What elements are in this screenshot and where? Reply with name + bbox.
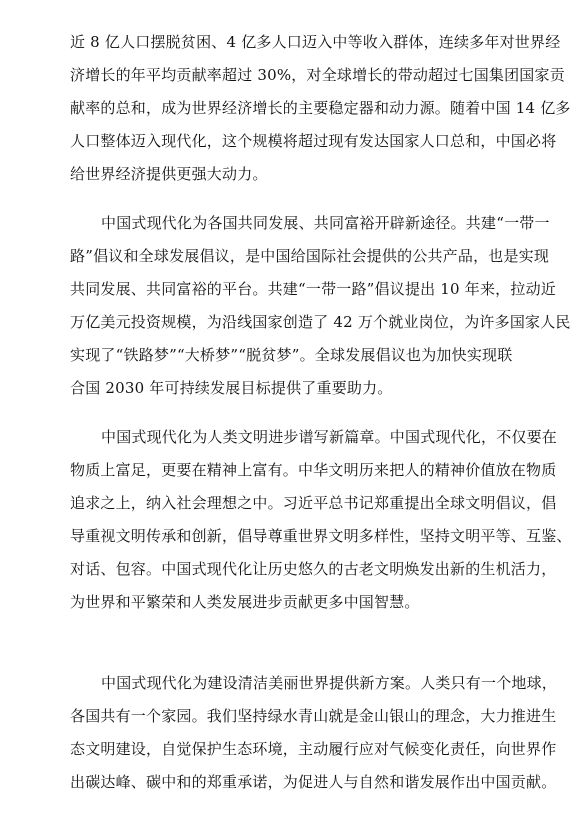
text-line: 中国式现代化为人类文明进步谱写新篇章。中国式现代化，不仅要在 [101,428,558,446]
text-line: 合国 2030 年可持续发展目标提供了重要助力。 [70,379,393,397]
text-line: 万亿美元投资规模，为沿线国家创造了 42 万个就业岗位，为许多国家人民 [70,313,571,331]
text-line: 近 8 亿人口摆脱贫困、4 亿多人口迈入中等收入群体，连续多年对世界经 [70,33,561,51]
text-line: 实现了“铁路梦”“大桥梦”“脱贫梦”。全球发展倡议也为加快实现联 [70,346,513,364]
paragraph-civilization-progress [70,421,572,619]
text-line: 导重视文明传承和创新，倡导尊重世界文明多样性，坚持文明平等、互鉴、 [70,527,572,545]
paragraph-economic-growth [70,26,571,191]
paragraph-clean-beautiful-world [70,667,558,799]
text-line: 各国共有一个家园。我们坚持绿水青山就是金山银山的理念，大力推进生 [70,707,557,725]
text-line: 为世界和平繁荣和人类发展进步贡献更多中国智慧。 [70,593,420,611]
text-line: 共同发展、共同富裕的平台。共建“一带一路”倡议提出 10 年来，拉动近 [70,280,556,298]
text-line: 给世界经济提供更强大动力。 [70,165,268,183]
text-line: 路”倡议和全球发展倡议，是中国给国际社会提供的公共产品，也是实现 [70,247,550,265]
text-line: 出碳达峰、碳中和的郑重承诺，为促进人与自然和谐发展作出中国贡献。 [70,773,557,791]
text-line: 追求之上，纳入社会理想之中。习近平总书记郑重提出全球文明倡议，倡 [70,494,557,512]
text-line: 中国式现代化为建设清洁美丽世界提供新方案。人类只有一个地球， [101,674,558,692]
text-line: 人口整体迈入现代化，这个规模将超过现有发达国家人口总和，中国必将 [70,132,557,150]
text-line: 济增长的年平均贡献率超过 30%，对全球增长的带动超过七国集团国家贡 [70,66,565,84]
text-line: 对话、包容。中国式现代化让历史悠久的古老文明焕发出新的生机活力， [70,560,557,578]
text-line: 献率的总和，成为世界经济增长的主要稳定器和动力源。随着中国 14 亿多 [70,99,571,117]
text-line: 态文明建设，自觉保护生态环境，主动履行应对气候变化责任，向世界作 [70,740,557,758]
paragraph-common-development [70,207,571,405]
text-line: 物质上富足，更要在精神上富有。中华文明历来把人的精神价值放在物质 [70,461,557,479]
text-line: 中国式现代化为各国共同发展、共同富裕开辟新途径。共建“一带一 [101,214,550,232]
